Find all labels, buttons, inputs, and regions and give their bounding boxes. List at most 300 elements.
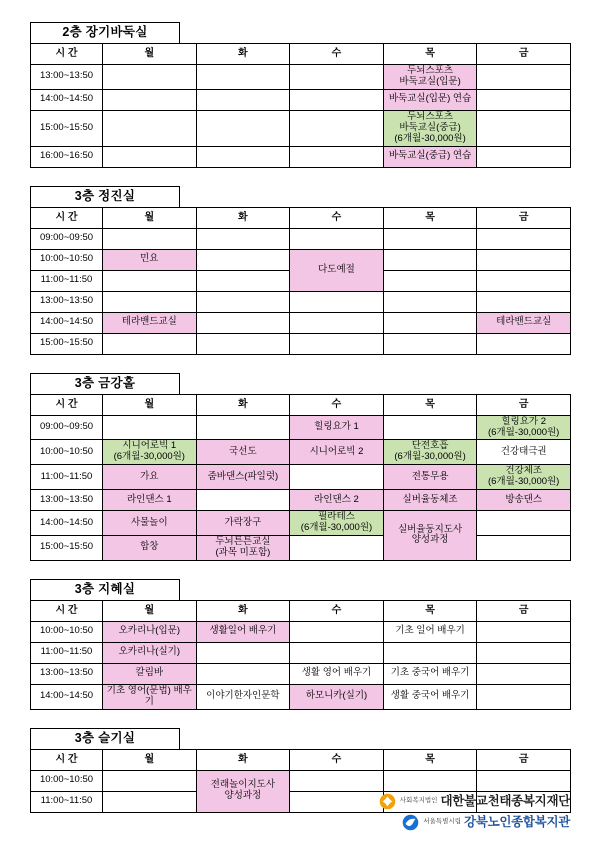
table-row bbox=[31, 249, 571, 270]
cell-line-1: 시니어로빅 1 bbox=[122, 440, 177, 452]
schedule-cell[interactable] bbox=[103, 490, 197, 511]
schedule-cell[interactable] bbox=[196, 684, 290, 709]
schedule-cell-label bbox=[104, 254, 195, 265]
time-cell: 13:00~13:50 bbox=[31, 291, 103, 312]
schedule-cell bbox=[196, 65, 290, 90]
table-row bbox=[31, 110, 571, 146]
column-header: 시 간 bbox=[31, 44, 103, 65]
schedule-cell-label bbox=[478, 466, 569, 488]
cell-line-1: 기초 영어(문법) 배우기 bbox=[106, 684, 192, 707]
schedule-cell[interactable] bbox=[290, 490, 384, 511]
time-cell: 11:00~11:50 bbox=[31, 465, 103, 490]
schedule-cell bbox=[290, 89, 384, 110]
schedule-cell[interactable] bbox=[477, 465, 571, 490]
schedule-cell bbox=[477, 621, 571, 642]
seoul-bird-icon bbox=[402, 814, 419, 831]
schedule-cell bbox=[477, 535, 571, 560]
schedule-cell bbox=[103, 65, 197, 90]
schedule-cell bbox=[477, 249, 571, 270]
schedule-cell[interactable] bbox=[383, 621, 477, 642]
time-cell: 14:00~14:50 bbox=[31, 684, 103, 709]
cell-line-2: (6개월-30,000원) bbox=[487, 476, 560, 488]
schedule-cell-label bbox=[478, 317, 569, 328]
schedule-cell[interactable] bbox=[383, 146, 477, 167]
section-title-row bbox=[30, 728, 570, 749]
schedule-cell-label bbox=[198, 691, 289, 702]
schedule-cell[interactable] bbox=[477, 440, 571, 465]
column-header: 화 bbox=[196, 394, 290, 415]
schedule-cell bbox=[103, 146, 197, 167]
schedule-cell bbox=[196, 291, 290, 312]
column-header: 시 간 bbox=[31, 394, 103, 415]
schedule-section bbox=[30, 373, 570, 561]
schedule-cell[interactable] bbox=[103, 535, 197, 560]
cell-line-2: (6개월-30,000원) bbox=[487, 426, 560, 438]
column-header: 금 bbox=[477, 44, 571, 65]
schedule-cell[interactable] bbox=[103, 642, 197, 663]
column-header: 월 bbox=[103, 394, 197, 415]
cell-line-1: 기초 일어 배우기 bbox=[395, 625, 465, 637]
schedule-section bbox=[30, 186, 570, 355]
schedule-cell bbox=[196, 415, 290, 440]
schedule-cell bbox=[196, 642, 290, 663]
schedule-cell bbox=[290, 333, 384, 354]
schedule-cell bbox=[196, 110, 290, 146]
schedule-cell-label bbox=[385, 691, 476, 702]
cell-line-1: 라인댄스 1 bbox=[126, 493, 172, 505]
cell-line-1: 방송댄스 bbox=[505, 493, 543, 505]
column-header: 금 bbox=[477, 749, 571, 770]
section-title: 3층 금강홀 bbox=[30, 373, 180, 394]
time-cell: 11:00~11:50 bbox=[31, 642, 103, 663]
schedule-cell[interactable] bbox=[103, 621, 197, 642]
schedule-cell-label bbox=[104, 317, 195, 328]
cell-line-1: 합창 bbox=[140, 541, 159, 553]
schedule-cell-label bbox=[104, 626, 195, 637]
column-header: 수 bbox=[290, 749, 384, 770]
schedule-cell bbox=[290, 110, 384, 146]
schedule-cell bbox=[477, 228, 571, 249]
schedule-cell bbox=[196, 146, 290, 167]
cell-line-1: 두뇌스포츠 bbox=[407, 110, 454, 122]
table-row bbox=[31, 490, 571, 511]
schedule-table bbox=[30, 600, 571, 710]
table-row bbox=[31, 621, 571, 642]
cell-line-1: 생활 영어 배우기 bbox=[301, 667, 372, 679]
schedule-cell-label bbox=[198, 626, 289, 637]
schedule-cell bbox=[103, 228, 197, 249]
schedule-cell bbox=[290, 228, 384, 249]
schedule-cell[interactable] bbox=[383, 465, 477, 490]
schedule-cell bbox=[196, 228, 290, 249]
column-header: 월 bbox=[103, 44, 197, 65]
section-title-row bbox=[30, 373, 570, 394]
schedule-cell-label bbox=[291, 691, 382, 702]
schedule-cell bbox=[383, 415, 477, 440]
time-cell: 16:00~16:50 bbox=[31, 146, 103, 167]
cell-line-1: 실버율동지도사 bbox=[397, 523, 463, 535]
schedule-cell bbox=[477, 684, 571, 709]
cell-line-1: 두뇌튼튼교실 bbox=[215, 535, 271, 547]
schedule-cell bbox=[477, 146, 571, 167]
schedule-cell[interactable] bbox=[383, 440, 477, 465]
schedule-cell[interactable] bbox=[383, 65, 477, 90]
schedule-cell[interactable] bbox=[103, 440, 197, 465]
schedule-cell-label bbox=[385, 112, 476, 145]
column-header: 수 bbox=[290, 600, 384, 621]
foundation-label: 대한불교천태종복지재단 bbox=[440, 794, 570, 809]
cell-line-1: 건강태극권 bbox=[500, 445, 547, 457]
schedule-cell-label bbox=[198, 518, 289, 529]
column-header: 월 bbox=[103, 207, 197, 228]
table-row bbox=[31, 440, 571, 465]
cell-line-1: 기초 중국어 배우기 bbox=[390, 667, 470, 679]
section-title: 3층 정진실 bbox=[30, 186, 180, 207]
schedule-cell[interactable] bbox=[477, 415, 571, 440]
schedule-cell-label bbox=[385, 626, 476, 637]
table-row bbox=[31, 642, 571, 663]
schedule-cell-label bbox=[478, 495, 569, 506]
schedule-cell-label bbox=[291, 668, 382, 679]
schedule-cell bbox=[383, 642, 477, 663]
section-title: 3층 슬기실 bbox=[30, 728, 180, 749]
schedule-cell bbox=[196, 249, 290, 270]
table-header-row bbox=[31, 600, 571, 621]
cell-line-1: 테라밴드교실 bbox=[121, 316, 177, 328]
schedule-cell bbox=[103, 291, 197, 312]
schedule-cell bbox=[477, 333, 571, 354]
schedule-cell-label bbox=[478, 417, 569, 439]
cell-line-1: 이야기한자인문학 bbox=[206, 690, 280, 702]
column-header: 화 bbox=[196, 749, 290, 770]
schedule-cell bbox=[477, 110, 571, 146]
cell-line-1: 힐링요가 2 bbox=[501, 415, 546, 427]
schedule-cell bbox=[103, 415, 197, 440]
schedule-cell[interactable] bbox=[290, 511, 384, 536]
schedule-cell-label bbox=[478, 447, 569, 458]
cell-line-1: 두뇌스포츠 bbox=[407, 65, 454, 76]
schedule-cell bbox=[103, 770, 197, 791]
schedule-cell-label bbox=[291, 265, 382, 276]
schedule-cell-label bbox=[198, 472, 289, 483]
schedule-table bbox=[30, 43, 571, 168]
schedule-cell-label bbox=[104, 542, 195, 553]
cell-line-1: 오카리나(입문) bbox=[118, 625, 180, 637]
time-cell: 10:00~10:50 bbox=[31, 249, 103, 270]
cell-line-2: 바둑교실(중급) bbox=[399, 121, 461, 133]
table-header-row bbox=[31, 394, 571, 415]
schedule-cell-label bbox=[198, 780, 289, 802]
schedule-cell-label bbox=[104, 441, 195, 463]
schedule-cell[interactable] bbox=[383, 89, 477, 110]
table-row bbox=[31, 684, 571, 709]
schedule-cell-label bbox=[385, 66, 476, 88]
column-header: 수 bbox=[290, 394, 384, 415]
schedule-cell[interactable] bbox=[290, 663, 384, 684]
schedule-cell-label bbox=[291, 447, 382, 458]
time-cell: 14:00~14:50 bbox=[31, 89, 103, 110]
time-cell: 09:00~09:50 bbox=[31, 228, 103, 249]
schedule-cell[interactable] bbox=[196, 535, 290, 560]
cell-line-1: 칼림바 bbox=[135, 667, 164, 679]
schedule-cell bbox=[290, 146, 384, 167]
section-title-row bbox=[30, 579, 570, 600]
schedule-cell bbox=[477, 642, 571, 663]
time-cell: 09:00~09:50 bbox=[31, 415, 103, 440]
cell-line-1: 전래놀이지도사 bbox=[210, 779, 276, 791]
cell-line-1: 바둑교실(중급) 연습 bbox=[388, 150, 472, 162]
table-header-row bbox=[31, 749, 571, 770]
column-header: 화 bbox=[196, 44, 290, 65]
schedule-cell[interactable] bbox=[290, 440, 384, 465]
column-header: 목 bbox=[383, 600, 477, 621]
cell-line-1: 줌바댄스(파일럿) bbox=[207, 470, 279, 482]
schedule-cell bbox=[383, 770, 477, 791]
cell-line-2: (6개월-30,000원) bbox=[113, 451, 185, 463]
schedule-cell-label bbox=[385, 151, 476, 162]
schedule-cell bbox=[477, 663, 571, 684]
schedule-cell bbox=[290, 535, 384, 560]
cell-line-1: 시니어로빅 2 bbox=[309, 445, 364, 457]
column-header: 월 bbox=[103, 749, 197, 770]
schedule-cell[interactable] bbox=[103, 465, 197, 490]
schedule-cell bbox=[383, 312, 477, 333]
schedule-cell bbox=[196, 312, 290, 333]
cell-line-1: 실버율동체조 bbox=[402, 493, 458, 505]
cell-line-1: 단전호흡 bbox=[411, 440, 449, 452]
time-cell: 13:00~13:50 bbox=[31, 663, 103, 684]
column-header: 금 bbox=[477, 600, 571, 621]
schedule-cell bbox=[290, 770, 384, 791]
cell-line-1: 전통무용 bbox=[411, 470, 449, 482]
schedule-cell[interactable] bbox=[103, 249, 197, 270]
cell-line-1: 하모니카(실기) bbox=[305, 690, 368, 702]
foundation-sub-label: 사회복지법인 bbox=[399, 797, 438, 805]
cell-line-1: 사물놀이 bbox=[130, 516, 168, 528]
time-cell: 15:00~15:50 bbox=[31, 535, 103, 560]
schedule-cell-label bbox=[198, 537, 289, 559]
time-cell: 11:00~11:50 bbox=[31, 270, 103, 291]
cell-line-1: 가요 bbox=[140, 470, 159, 482]
table-row bbox=[31, 291, 571, 312]
column-header: 화 bbox=[196, 600, 290, 621]
schedule-cell[interactable] bbox=[477, 490, 571, 511]
table-row bbox=[31, 465, 571, 490]
column-header: 시 간 bbox=[31, 600, 103, 621]
table-row bbox=[31, 535, 571, 560]
table-row bbox=[31, 312, 571, 333]
column-header: 목 bbox=[383, 394, 477, 415]
column-header: 목 bbox=[383, 207, 477, 228]
cell-line-2: (6개월-30,000원) bbox=[300, 522, 373, 534]
schedule-cell-label bbox=[104, 472, 195, 483]
schedule-cell bbox=[196, 270, 290, 291]
table-row bbox=[31, 89, 571, 110]
sections-container bbox=[30, 22, 570, 813]
section-title: 2층 장기바둑실 bbox=[30, 22, 180, 43]
column-header: 월 bbox=[103, 600, 197, 621]
time-cell: 15:00~15:50 bbox=[31, 333, 103, 354]
schedule-cell bbox=[196, 663, 290, 684]
table-header-row bbox=[31, 44, 571, 65]
schedule-cell bbox=[290, 465, 384, 490]
table-row bbox=[31, 146, 571, 167]
cell-line-1: 라인댄스 2 bbox=[314, 493, 359, 505]
center-sub-label: 서울특별시립 bbox=[423, 818, 462, 826]
schedule-cell[interactable] bbox=[196, 465, 290, 490]
schedule-cell bbox=[383, 228, 477, 249]
schedule-cell bbox=[477, 89, 571, 110]
cell-line-1: 오카리나(실기) bbox=[118, 646, 180, 658]
schedule-cell bbox=[103, 89, 197, 110]
schedule-cell bbox=[290, 621, 384, 642]
time-cell: 13:00~13:50 bbox=[31, 65, 103, 90]
schedule-table bbox=[30, 394, 571, 561]
schedule-cell-label bbox=[385, 94, 476, 105]
center-label: 강북노인종합복지관 bbox=[464, 815, 570, 830]
cell-line-1: 국선도 bbox=[229, 445, 257, 457]
schedule-section bbox=[30, 579, 570, 710]
cell-line-1: 다도예절 bbox=[318, 263, 355, 275]
cell-line-2: 양성과정 bbox=[224, 790, 262, 802]
time-cell: 13:00~13:50 bbox=[31, 490, 103, 511]
table-row bbox=[31, 770, 571, 791]
schedule-cell-label bbox=[104, 647, 195, 658]
table-row bbox=[31, 228, 571, 249]
time-cell: 11:00~11:50 bbox=[31, 791, 103, 812]
schedule-cell-label bbox=[385, 668, 476, 679]
cell-line-2: (과목 미포함) bbox=[215, 546, 271, 558]
schedule-cell-label bbox=[198, 447, 289, 458]
schedule-cell[interactable] bbox=[383, 684, 477, 709]
schedule-cell bbox=[290, 642, 384, 663]
schedule-cell bbox=[290, 65, 384, 90]
schedule-cell-label bbox=[385, 495, 476, 506]
schedule-cell bbox=[477, 291, 571, 312]
column-header: 시 간 bbox=[31, 749, 103, 770]
schedule-cell-label bbox=[385, 472, 476, 483]
column-header: 목 bbox=[383, 749, 477, 770]
schedule-cell bbox=[196, 89, 290, 110]
schedule-cell[interactable] bbox=[103, 663, 197, 684]
schedule-cell[interactable] bbox=[290, 684, 384, 709]
schedule-cell[interactable] bbox=[383, 110, 477, 146]
schedule-cell[interactable] bbox=[196, 511, 290, 536]
column-header: 금 bbox=[477, 394, 571, 415]
schedule-cell bbox=[103, 270, 197, 291]
schedule-cell[interactable] bbox=[196, 770, 290, 812]
schedule-cell-label bbox=[385, 525, 476, 547]
section-title-row bbox=[30, 22, 570, 43]
cell-line-2: (6개월-30,000원) bbox=[394, 451, 466, 463]
schedule-cell bbox=[383, 333, 477, 354]
schedule-cell-label bbox=[104, 686, 195, 708]
time-cell: 10:00~10:50 bbox=[31, 770, 103, 791]
schedule-cell bbox=[290, 312, 384, 333]
cell-line-1: 바둑교실(입문) 연습 bbox=[388, 93, 472, 105]
cell-line-1: 가락장구 bbox=[224, 516, 262, 528]
lotus-icon bbox=[379, 793, 396, 810]
schedule-cell bbox=[196, 333, 290, 354]
schedule-cell[interactable] bbox=[196, 440, 290, 465]
column-header: 수 bbox=[290, 207, 384, 228]
cell-line-2: 바둑교실(입문) bbox=[399, 75, 461, 87]
column-header: 시 간 bbox=[31, 207, 103, 228]
logo-line-center bbox=[379, 814, 570, 831]
schedule-section bbox=[30, 22, 570, 168]
schedule-cell bbox=[103, 333, 197, 354]
schedule-cell[interactable] bbox=[103, 312, 197, 333]
table-row bbox=[31, 511, 571, 536]
cell-line-1: 테라밴드교실 bbox=[496, 316, 552, 328]
schedule-cell-label bbox=[291, 495, 382, 506]
table-row bbox=[31, 663, 571, 684]
schedule-cell bbox=[477, 65, 571, 90]
schedule-cell-label bbox=[104, 495, 195, 506]
time-cell: 14:00~14:50 bbox=[31, 312, 103, 333]
schedule-cell-label bbox=[104, 518, 195, 529]
time-cell: 14:00~14:50 bbox=[31, 511, 103, 536]
cell-line-3: (6개월-30,000원) bbox=[394, 132, 466, 144]
schedule-cell bbox=[290, 791, 384, 812]
table-row bbox=[31, 333, 571, 354]
cell-line-1: 생활 중국어 배우기 bbox=[390, 690, 470, 702]
schedule-cell[interactable] bbox=[383, 490, 477, 511]
section-title: 3층 지혜실 bbox=[30, 579, 180, 600]
time-cell: 10:00~10:50 bbox=[31, 440, 103, 465]
cell-line-1: 건강체조 bbox=[505, 465, 543, 477]
schedule-cell bbox=[383, 291, 477, 312]
schedule-cell bbox=[103, 791, 197, 812]
schedule-cell[interactable] bbox=[477, 312, 571, 333]
schedule-cell bbox=[477, 511, 571, 536]
section-title-row bbox=[30, 186, 570, 207]
column-header: 금 bbox=[477, 207, 571, 228]
schedule-cell bbox=[290, 291, 384, 312]
time-cell: 15:00~15:50 bbox=[31, 110, 103, 146]
schedule-table bbox=[30, 207, 571, 355]
column-header: 수 bbox=[290, 44, 384, 65]
table-row bbox=[31, 65, 571, 90]
schedule-cell bbox=[103, 110, 197, 146]
schedule-cell[interactable] bbox=[290, 415, 384, 440]
schedule-cell bbox=[383, 249, 477, 270]
schedule-cell[interactable] bbox=[290, 249, 384, 291]
schedule-cell-label bbox=[104, 668, 195, 679]
schedule-cell[interactable] bbox=[196, 621, 290, 642]
logo-line-foundation bbox=[379, 793, 570, 810]
schedule-cell[interactable] bbox=[383, 511, 477, 561]
cell-line-1: 민요 bbox=[140, 253, 159, 265]
table-row bbox=[31, 415, 571, 440]
table-header-row bbox=[31, 207, 571, 228]
cell-line-1: 힐링요가 1 bbox=[314, 421, 359, 433]
schedule-cell-label bbox=[385, 441, 476, 463]
schedule-cell bbox=[477, 270, 571, 291]
schedule-cell[interactable] bbox=[383, 663, 477, 684]
schedule-cell bbox=[383, 270, 477, 291]
schedule-cell[interactable] bbox=[103, 511, 197, 536]
schedule-cell bbox=[477, 770, 571, 791]
schedule-cell-label bbox=[291, 512, 382, 534]
cell-line-2: 양성과정 bbox=[411, 534, 449, 546]
footer-logos bbox=[379, 793, 570, 835]
time-cell: 10:00~10:50 bbox=[31, 621, 103, 642]
schedule-cell[interactable] bbox=[103, 684, 197, 709]
schedule-cell-label bbox=[291, 422, 382, 433]
cell-line-1: 생활일어 배우기 bbox=[209, 625, 277, 637]
column-header: 화 bbox=[196, 207, 290, 228]
